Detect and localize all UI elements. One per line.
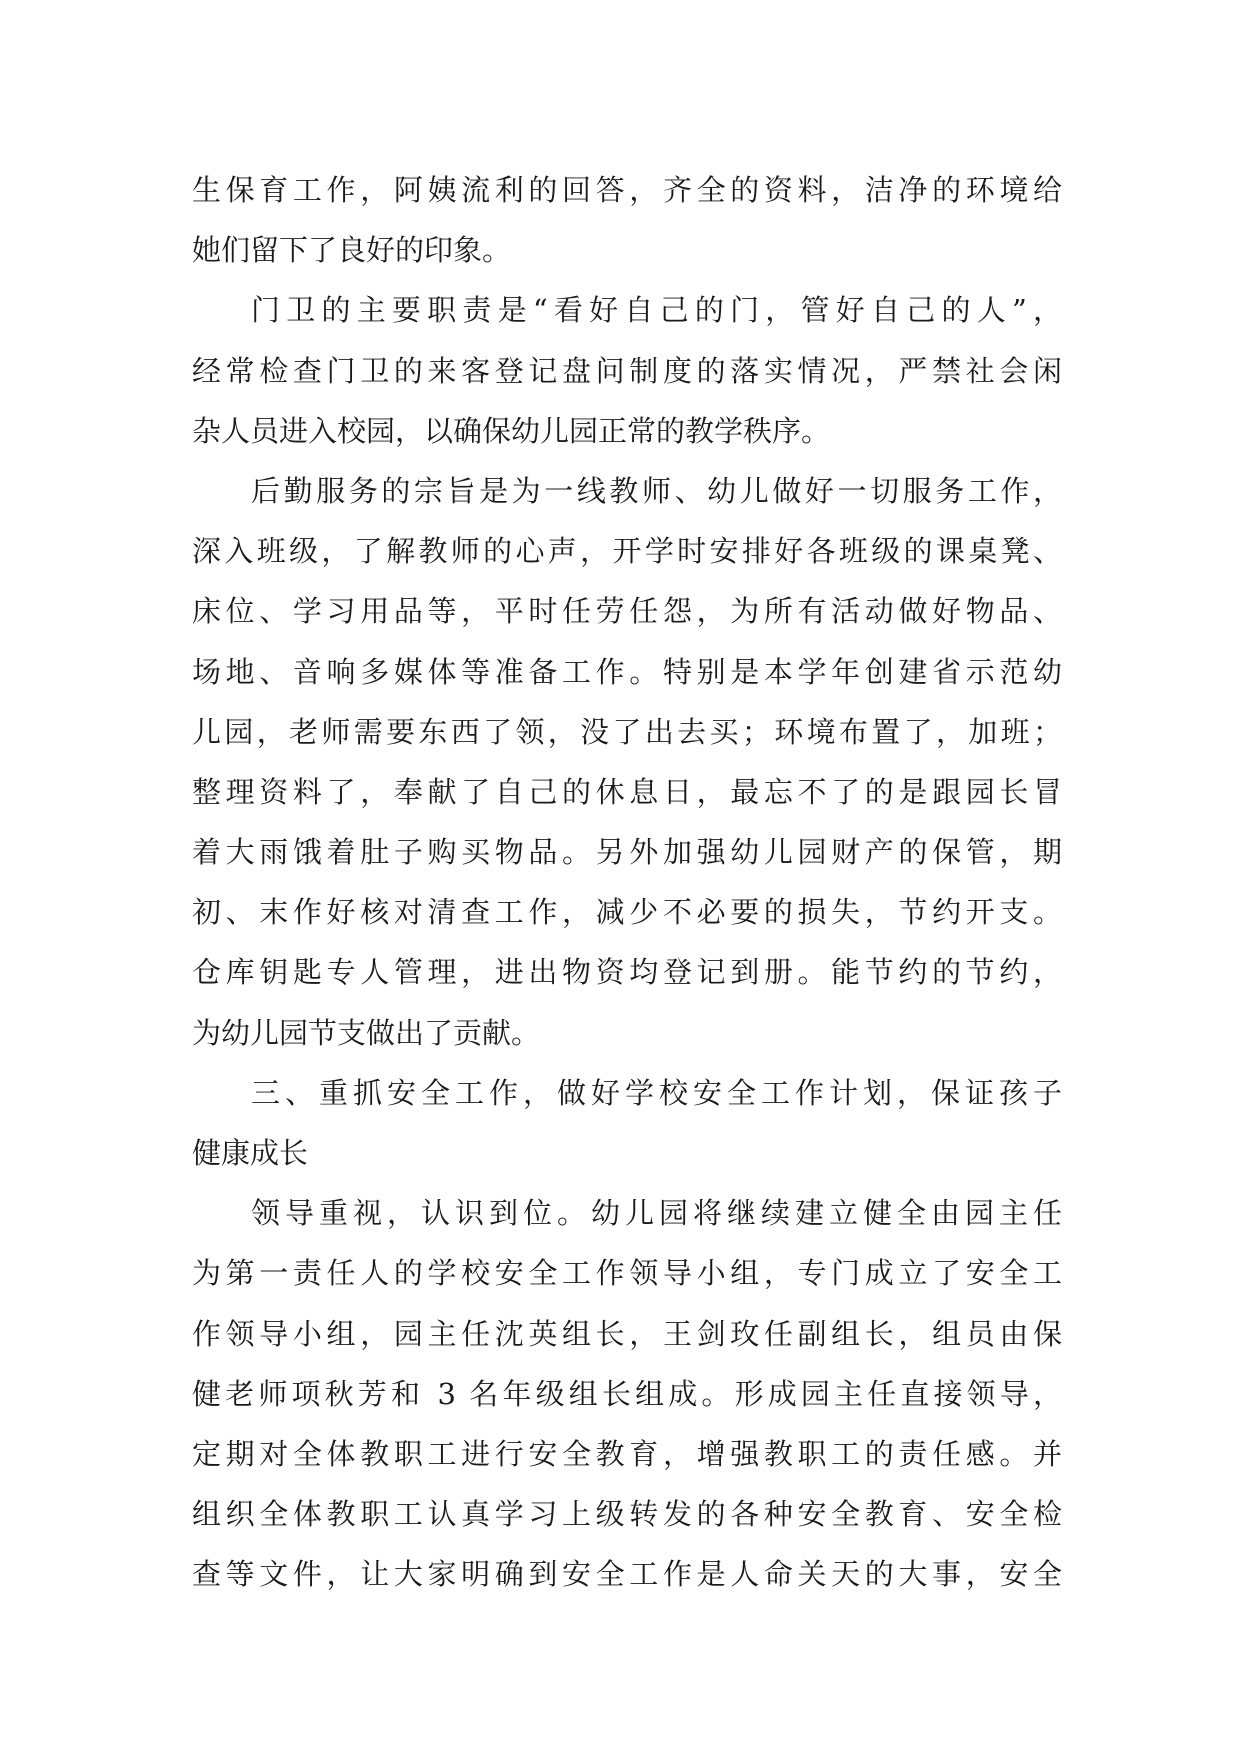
text-line: 三、重抓安全工作，做好学校安全工作计划，保证孩子 xyxy=(251,1075,1062,1110)
text-line: 后勤服务的宗旨是为一线教师、幼儿做好一切服务工作， xyxy=(251,473,1062,508)
paragraph xyxy=(192,160,1062,280)
text-line: 作领导小组，园主任沈英组长，王剑玫任副组长，组员由保 xyxy=(192,1316,1062,1351)
text-line: 着大雨饿着肚子购买物品。另外加强幼儿园财产的保管，期 xyxy=(192,835,1062,870)
text-line: 健康成长 xyxy=(192,1136,309,1170)
text-line: 为第一责任人的学校安全工作领导小组，专门成立了安全工 xyxy=(192,1256,1062,1291)
body-text xyxy=(192,160,1062,1605)
text-line: 为幼儿园节支做出了贡献。 xyxy=(192,1015,541,1050)
text-line: 整理资料了，奉献了自己的休息日，最忘不了的是跟园长冒 xyxy=(192,774,1062,809)
paragraph xyxy=(192,280,1062,461)
text-line: 门卫的主要职责是“看好自己的门，管好自己的人”， xyxy=(251,293,1062,328)
text-line: 床位、学习用品等，平时任劳任怨，为所有活动做好物品、 xyxy=(192,594,1062,629)
paragraph xyxy=(192,1063,1062,1183)
text-line: 仓库钥匙专人管理，进出物资均登记到册。能节约的节约， xyxy=(192,955,1062,990)
paragraph xyxy=(192,461,1062,1063)
text-line: 生保育工作，阿姨流利的回答，齐全的资料，洁净的环境给 xyxy=(192,173,1062,207)
text-line: 杂人员进入校园，以确保幼儿园正常的教学秩序。 xyxy=(192,413,831,448)
text-line: 定期对全体教职工进行安全教育，增强教职工的责任感。并 xyxy=(192,1436,1062,1471)
text-line: 初、末作好核对清查工作，减少不必要的损失，节约开支。 xyxy=(192,895,1062,930)
text-line: 场地、音响多媒体等准备工作。特别是本学年创建省示范幼 xyxy=(192,654,1062,689)
text-line: 组织全体教职工认真学习上级转发的各种安全教育、安全检 xyxy=(192,1497,1062,1532)
text-line: 健老师项秋芳和 3 名年级组长组成。形成园主任直接领导， xyxy=(192,1376,1062,1411)
text-line: 领导重视，认识到位。幼儿园将继续建立健全由园主任 xyxy=(251,1196,1062,1231)
text-line: 她们留下了良好的印象。 xyxy=(192,233,512,268)
text-line: 儿园，老师需要东西了领，没了出去买；环境布置了，加班； xyxy=(192,714,1062,749)
text-line: 深入班级，了解教师的心声，开学时安排好各班级的课桌凳、 xyxy=(192,534,1062,569)
text-line: 经常检查门卫的来客登记盘问制度的落实情况，严禁社会闲 xyxy=(192,353,1062,388)
text-line: 查等文件，让大家明确到安全工作是人命关天的大事，安全 xyxy=(192,1557,1062,1592)
paragraph xyxy=(192,1183,1062,1604)
